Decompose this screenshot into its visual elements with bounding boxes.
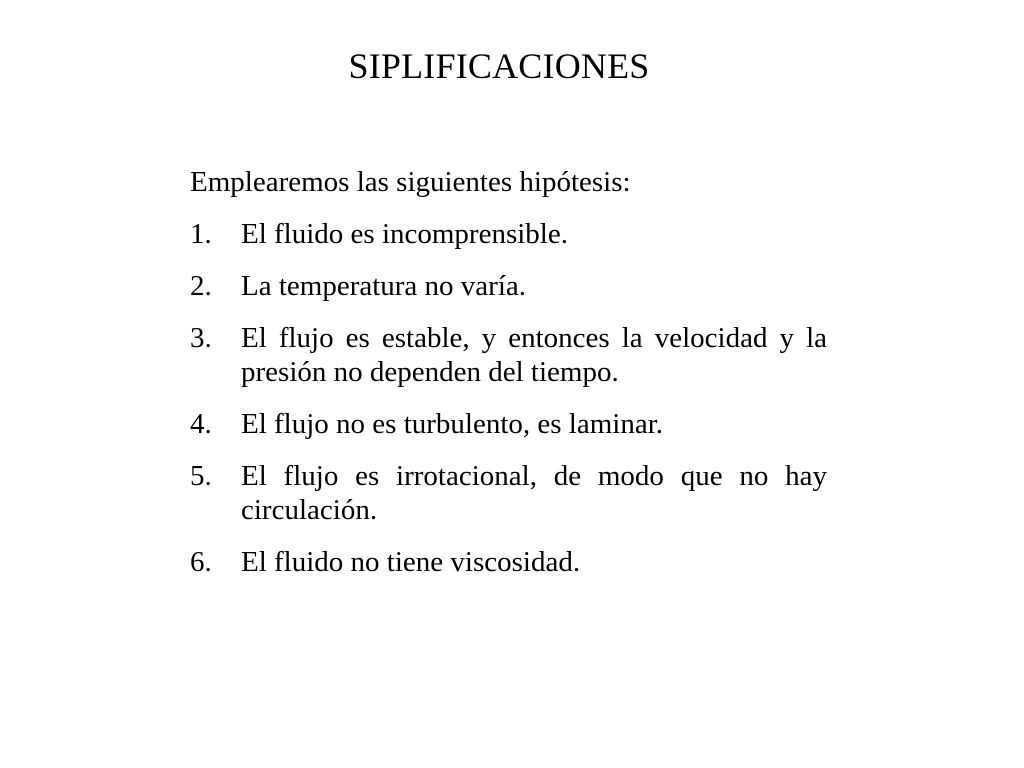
- list-item: [190, 269, 827, 303]
- list-item-number: 3.: [190, 322, 212, 354]
- list-item-text: El flujo es estable, y entonces la velocidad y la presión no dependen del tiempo.: [241, 322, 827, 388]
- list-item-text: El fluido es incomprensible.: [241, 218, 568, 250]
- slide-content: [190, 165, 827, 597]
- list-item-text: El flujo es irrotacional, de modo que no hay circulación.: [241, 460, 827, 526]
- list-item: [190, 459, 827, 527]
- list-item: [190, 545, 827, 579]
- list-item-number: 6.: [190, 546, 212, 578]
- slide-title: SIPLIFICACIONES: [348, 46, 650, 86]
- list-item: [190, 217, 827, 251]
- hypotheses-list: [190, 217, 827, 579]
- list-item-number: 5.: [190, 460, 212, 492]
- intro-text: Emplearemos las siguientes hipótesis:: [190, 166, 631, 198]
- list-item-text: El fluido no tiene viscosidad.: [241, 546, 581, 578]
- list-item-text: La temperatura no varía.: [241, 270, 527, 302]
- list-item-number: 4.: [190, 408, 212, 440]
- list-item-number: 2.: [190, 270, 212, 302]
- list-item: [190, 407, 827, 441]
- list-item-text: El flujo no es turbulento, es laminar.: [241, 408, 664, 440]
- list-item-number: 1.: [190, 218, 212, 250]
- list-item: [190, 321, 827, 389]
